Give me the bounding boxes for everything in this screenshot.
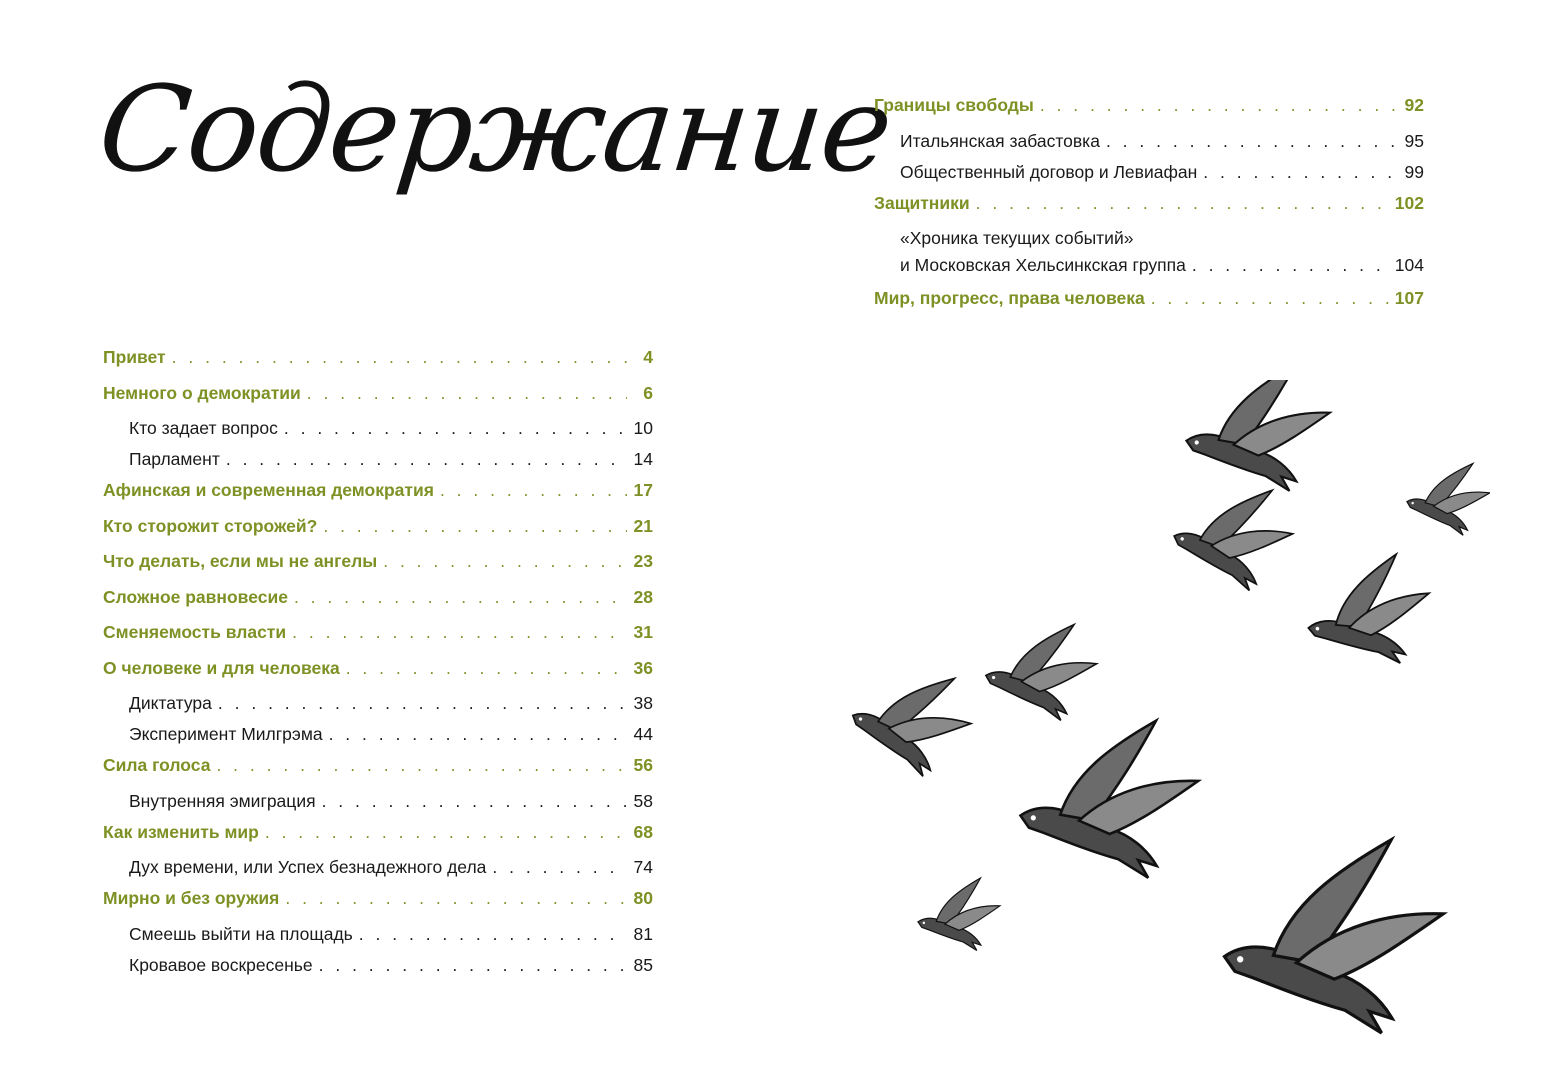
toc-page-number: 102 [1394, 192, 1424, 213]
toc-chapter-entry[interactable] [103, 822, 653, 858]
toc-leader-dots [1192, 255, 1389, 276]
toc-leader-dots [383, 551, 627, 572]
toc-entry-title: Мирно и без оружия [103, 888, 280, 908]
toc-leader-dots [346, 658, 627, 679]
toc-section-entry[interactable] [103, 418, 653, 449]
toc-chapter-entry[interactable] [103, 480, 653, 516]
toc-page-number: 31 [633, 622, 653, 642]
toc-entry-title: Сила голоса [103, 755, 211, 775]
toc-entry-title: Что делать, если мы не ангелы [103, 551, 378, 571]
toc-chapter-entry[interactable] [103, 658, 653, 694]
toc-entry-title: Сложное равновесие [103, 586, 288, 607]
toc-page-number: 21 [633, 515, 653, 536]
toc-leader-dots [492, 857, 627, 878]
toc-chapter-entry[interactable] [874, 288, 1424, 324]
toc-page-number: 10 [633, 418, 653, 438]
toc-page-number: 4 [643, 347, 653, 367]
toc-entry-title: Дух времени, или Успех безнадежного дела [129, 857, 487, 877]
toc-chapter-entry[interactable] [103, 516, 653, 552]
toc-entry-title: Смеешь выйти на площадь [129, 923, 353, 944]
doves-icon [850, 380, 1490, 1040]
toc-section-entry[interactable] [103, 857, 653, 888]
toc-page-number: 6 [643, 382, 653, 403]
toc-entry-title: Общественный договор и Левиафан [900, 161, 1198, 182]
toc-entry-title: Итальянская забастовка [900, 130, 1100, 151]
toc-leader-dots [294, 587, 627, 608]
toc-leader-dots [322, 791, 627, 812]
toc-section-entry[interactable] [103, 449, 653, 480]
toc-chapter-entry[interactable] [103, 888, 653, 924]
toc-page-number: 99 [1404, 161, 1424, 182]
toc-section-entry[interactable] [874, 131, 1424, 162]
toc-entry-title: Привет [103, 347, 166, 367]
toc-entry-title: Афинская и современная демократия [103, 480, 434, 500]
toc-chapter-entry[interactable] [103, 347, 653, 383]
toc-entry-title: Границы свободы [874, 95, 1034, 115]
toc-chapter-entry[interactable] [103, 587, 653, 623]
toc-entry-title: Диктатура [129, 693, 212, 713]
toc-leader-dots [284, 418, 627, 439]
toc-chapter-entry[interactable] [103, 551, 653, 587]
toc-right-column [874, 95, 1424, 324]
toc-section-entry[interactable] [874, 228, 1424, 288]
toc-entry-title: Сменяемость власти [103, 622, 287, 642]
toc-page-number: 95 [1404, 130, 1424, 151]
toc-page-number: 56 [633, 755, 653, 775]
toc-entry-title: Как изменить мир [103, 821, 259, 842]
toc-page-number: 74 [633, 857, 653, 877]
toc-page-number: 104 [1394, 255, 1424, 275]
toc-entry-title: Парламент [129, 449, 220, 469]
toc-page-number: 85 [633, 954, 653, 975]
toc-leader-dots [226, 449, 627, 470]
toc-chapter-entry[interactable] [874, 193, 1424, 229]
toc-leader-dots [1040, 95, 1398, 116]
toc-leader-dots [292, 622, 627, 643]
toc-section-entry[interactable] [103, 791, 653, 822]
toc-chapter-entry[interactable] [103, 622, 653, 658]
toc-leader-dots [1203, 162, 1398, 183]
toc-leader-dots [329, 724, 627, 745]
toc-entry-title: О человеке и для человека [103, 657, 340, 678]
toc-leader-dots [1151, 288, 1389, 309]
toc-section-entry[interactable] [103, 924, 653, 955]
toc-leader-dots [323, 516, 627, 537]
toc-leader-dots [307, 383, 627, 404]
toc-leader-dots [265, 822, 627, 843]
toc-page-number: 23 [633, 551, 653, 571]
page-title: Содержание [92, 60, 897, 198]
toc-leader-dots [285, 888, 627, 909]
toc-section-entry[interactable] [103, 724, 653, 755]
toc-left-column [103, 347, 653, 986]
toc-chapter-entry[interactable] [874, 95, 1424, 131]
toc-leader-dots [172, 347, 627, 368]
toc-section-entry[interactable] [874, 162, 1424, 193]
toc-page-number: 36 [633, 657, 653, 678]
toc-page-number: 80 [633, 888, 653, 908]
toc-leader-dots [216, 755, 627, 776]
toc-page-number: 92 [1404, 95, 1424, 115]
toc-chapter-entry[interactable] [103, 755, 653, 791]
toc-page-number: 58 [633, 790, 653, 811]
toc-entry-title-cont: и Московская Хельсинкская группа [900, 255, 1186, 275]
toc-page-number: 17 [633, 480, 653, 500]
toc-entry-title: Кровавое воскресенье [129, 954, 313, 975]
toc-page-number: 38 [633, 693, 653, 713]
toc-chapter-entry[interactable] [103, 383, 653, 419]
toc-leader-dots [440, 480, 627, 501]
toc-page-number: 107 [1394, 288, 1424, 308]
toc-leader-dots [359, 924, 627, 945]
toc-entry-title: Кто сторожит сторожей? [103, 515, 318, 536]
toc-entry-title: Немного о демократии [103, 382, 301, 403]
toc-leader-dots [319, 955, 627, 976]
toc-leader-dots [218, 693, 627, 714]
toc-entry-title: Защитники [874, 192, 970, 213]
toc-page-number: 44 [633, 724, 653, 744]
toc-page-number: 81 [633, 923, 653, 944]
toc-page-number: 28 [633, 586, 653, 607]
toc-entry-title: «Хроника текущих событий» [900, 228, 1134, 248]
toc-entry-title: Внутренняя эмиграция [129, 790, 316, 811]
toc-section-entry[interactable] [103, 955, 653, 986]
toc-section-entry[interactable] [103, 693, 653, 724]
toc-entry-title: Мир, прогресс, права человека [874, 288, 1145, 308]
toc-entry-title: Кто задает вопрос [129, 418, 278, 438]
toc-page-number: 68 [633, 821, 653, 842]
toc-page-number: 14 [633, 449, 653, 469]
toc-entry-title: Эксперимент Милгрэма [129, 724, 323, 744]
toc-leader-dots [976, 193, 1389, 214]
toc-leader-dots [1106, 131, 1398, 152]
